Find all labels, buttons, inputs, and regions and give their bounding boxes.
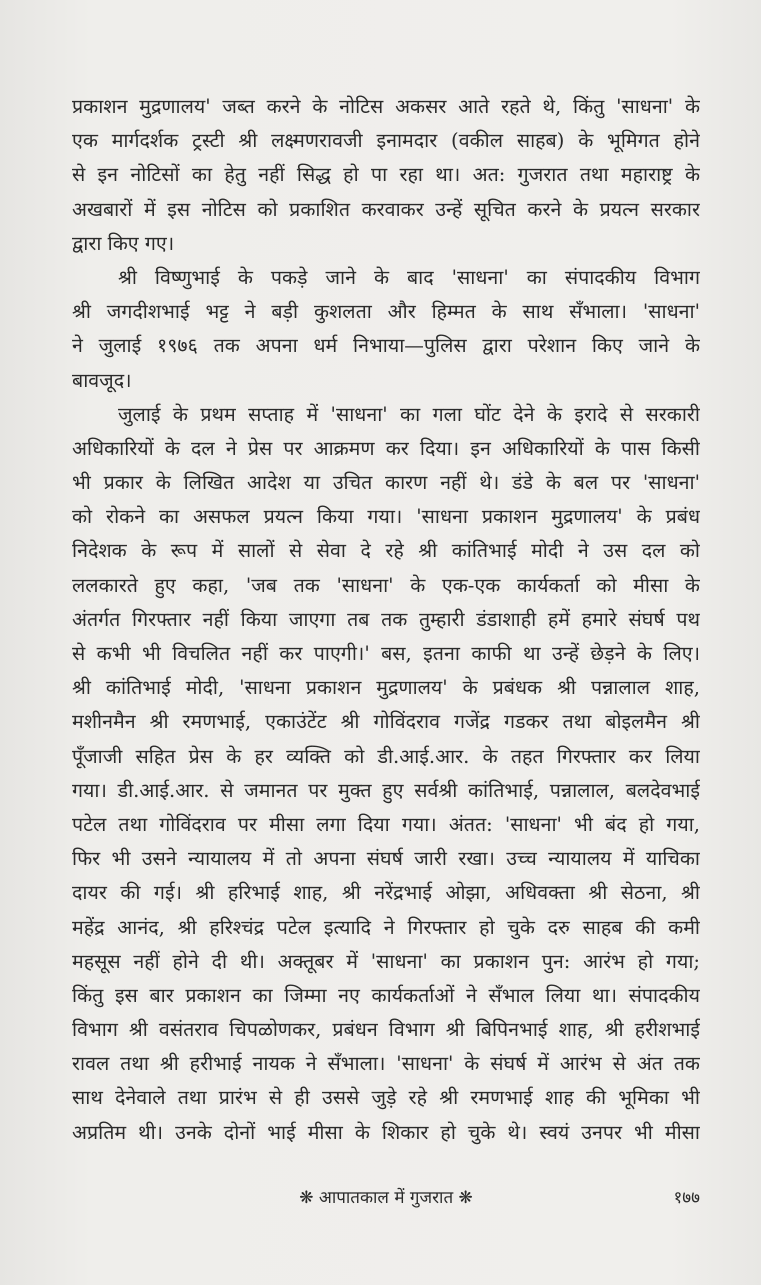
text-line: बावजूद। xyxy=(72,368,132,392)
text-line: अंतर्गत गिरफ्तार नहीं किया जाएगा तब तक तुम्हारी डंडाशाही हमें हमारे संघर्ष पथ xyxy=(72,607,700,631)
body-text xyxy=(72,90,700,1150)
text-line: रावल तथा श्री हरीभाई नायक ने सँभाला। 'साधना' के संघर्ष में आरंभ से अंत तक xyxy=(72,1052,700,1076)
running-footer-title: ❋ आपातकाल में गुजरात ❋ xyxy=(299,1188,473,1208)
text-line: श्री विष्णुभाई के पकड़े जाने के बाद 'साधना' का संपादकीय विभाग xyxy=(118,265,700,289)
text-line: पूँजाजी सहित प्रेस के हर व्यक्ति को डी.आई.आर. के तहत गिरफ्तार कर लिया xyxy=(72,744,700,768)
text-line: अधिकारियों के दल ने प्रेस पर आक्रमण कर दिया। इन अधिकारियों के पास किसी xyxy=(72,436,700,460)
page-number: १७७ xyxy=(673,1188,700,1208)
text-line: को रोकने का असफल प्रयत्न किया गया। 'साधना प्रकाशन मुद्रणालय' के प्रबंध xyxy=(72,505,700,529)
text-line: साथ देनेवाले तथा प्रारंभ से ही उससे जुड़े रहे श्री रमणभाई शाह की भूमिका भी xyxy=(72,1086,700,1110)
text-line: निदेशक के रूप में सालों से सेवा दे रहे श्री कांतिभाई मोदी ने उस दल को xyxy=(72,539,700,563)
text-line: भी प्रकार के लिखित आदेश या उचित कारण नहीं थे। डंडे के बल पर 'साधना' xyxy=(72,471,700,495)
text-line: दायर की गई। श्री हरिभाई शाह, श्री नरेंद्रभाई ओझा, अधिवक्ता श्री सेठना, श्री xyxy=(72,881,700,905)
text-line: प्रकाशन मुद्रणालय' जब्त करने के नोटिस अकसर आते रहते थे, किंतु 'साधना' के xyxy=(72,95,700,118)
text-line: महेंद्र आनंद, श्री हरिश्चंद्र पटेल इत्यादि ने गिरफ्तार हो चुके दरु साहब की कमी xyxy=(72,915,700,939)
text-line: अखबारों में इस नोटिस को प्रकाशित करवाकर उन्हें सूचित करने के प्रयत्न सरकार xyxy=(72,197,700,221)
text-line: श्री जगदीशभाई भट्ट ने बड़ी कुशलता और हिम्मत के साथ सँभाला। 'साधना' xyxy=(72,300,700,324)
text-line: द्वारा किए गए। xyxy=(72,231,175,255)
text-line: फिर भी उसने न्यायालय में तो अपना संघर्ष जारी रखा। उच्च न्यायालय में याचिका xyxy=(72,847,700,871)
text-line: ने जुलाई १९७६ तक अपना धर्म निभाया—पुलिस द्वारा परेशान किए जाने के xyxy=(72,334,700,358)
text-line: से कभी भी विचलित नहीं कर पाएगी।' बस, इतना काफी था उन्हें छेड़ने के लिए। xyxy=(72,642,700,665)
text-line: अप्रतिम थी। उनके दोनों भाई मीसा के शिकार हो चुके थे। स्वयं उनपर भी मीसा xyxy=(72,1120,700,1144)
text-line: किंतु इस बार प्रकाशन का जिम्मा नए कार्यकर्ताओं ने सँभाल लिया था। संपादकीय xyxy=(72,983,700,1007)
text-line: जुलाई के प्रथम सप्ताह में 'साधना' का गला घोंट देने के इरादे से सरकारी xyxy=(118,402,700,426)
text-line: मशीनमैन श्री रमणभाई, एकाउंटेंट श्री गोविंदराव गजेंद्र गडकर तथा बोइलमैन श्री xyxy=(72,710,700,734)
text-line: विभाग श्री वसंतराव चिपळोणकर, प्रबंधन विभाग श्री बिपिनभाई शाह, श्री हरीशभाई xyxy=(72,1018,700,1042)
text-line: श्री कांतिभाई मोदी, 'साधना प्रकाशन मुद्रणालय' के प्रबंधक श्री पन्नालाल शाह, xyxy=(72,676,700,700)
text-line: एक मार्गदर्शक ट्रस्टी श्री लक्ष्मणरावजी इनामदार (वकील साहब) के भूमिगत होने xyxy=(72,129,700,153)
text-line: महसूस नहीं होने दी थी। अक्तूबर में 'साधना' का प्रकाशन पुन: आरंभ हो गया; xyxy=(72,949,700,973)
text-line: ललकारते हुए कहा, 'जब तक 'साधना' के एक-एक कार्यकर्ता को मीसा के xyxy=(72,573,700,597)
text-line: पटेल तथा गोविंदराव पर मीसा लगा दिया गया। अंतत: 'साधना' भी बंद हो गया, xyxy=(72,812,700,836)
page-footer xyxy=(72,1185,700,1215)
text-line: गया। डी.आई.आर. से जमानत पर मुक्त हुए सर्वश्री कांतिभाई, पन्नालाल, बलदेवभाई xyxy=(72,778,700,802)
text-line: से इन नोटिसों का हेतु नहीं सिद्ध हो पा रहा था। अत: गुजरात तथा महाराष्ट्र के xyxy=(72,163,700,187)
